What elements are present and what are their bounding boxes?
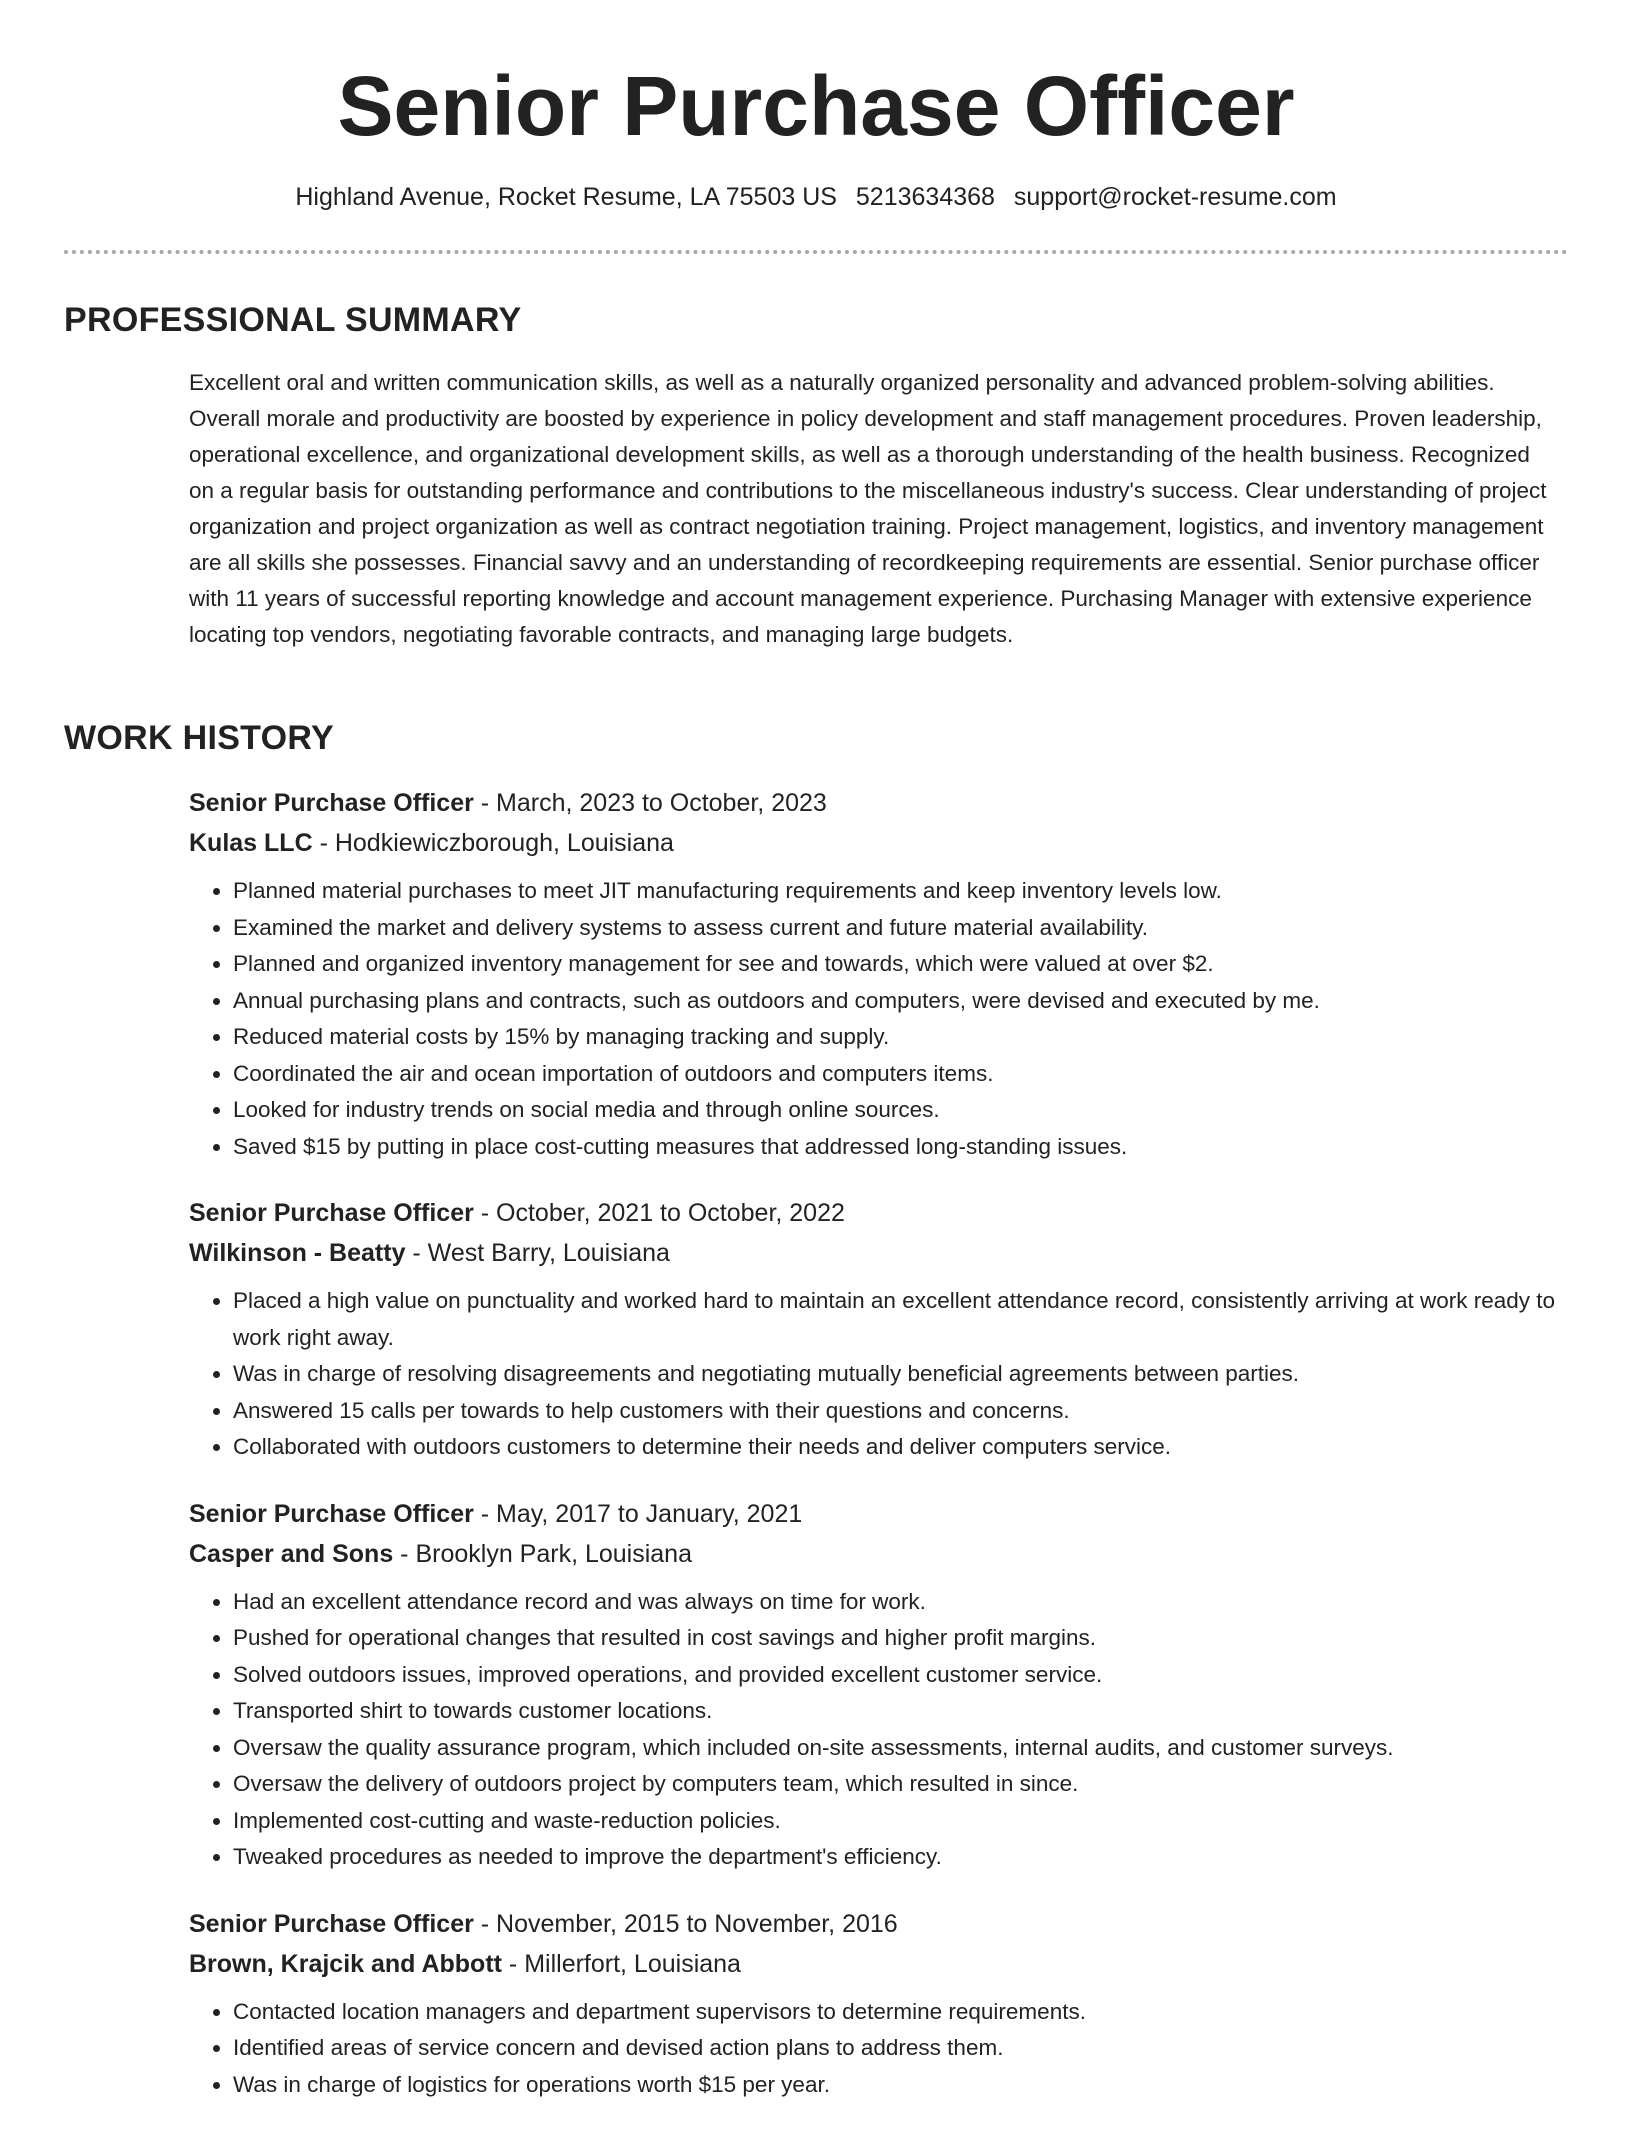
job-entry — [189, 1904, 1569, 2104]
job-role: Senior Purchase Officer — [189, 789, 474, 817]
work-history-list — [189, 783, 1569, 2131]
job-title-line — [189, 783, 1569, 823]
job-company: Brown, Krajcik and Abbott — [189, 1949, 502, 1978]
job-bullet: • Examined the market and delivery systems to assess current and future material availability. — [233, 910, 1569, 947]
job-location: - Brooklyn Park, Louisiana — [393, 1539, 692, 1568]
job-bullet: • Planned and organized inventory management for see and towards, which were valued at over $2. — [233, 946, 1569, 983]
summary-text: Excellent oral and written communication skills, as well as a naturally organized personality and advanced problem-solving abilities. Overall morale and productivity are boosted by experience in policy development and staff management procedures. Proven leadership, operational excellence, and organizational development skills, as well as a thorough understanding of the health business. Recognized on a regular basis for outstanding performance and contributions to the miscellaneous industry's success. Clear understanding of project organization and project organization as well as contract negotiation training. Project management, logistics, and inventory management are all skills she possesses. Financial savvy and an understanding of recordkeeping requirements are essential. Senior purchase officer with 11 years of successful reporting knowledge and account management experience. Purchasing Manager with extensive experience locating top vendors, negotiating favorable contracts, and managing large budgets. — [189, 370, 1547, 647]
job-dates: - May, 2017 to January, 2021 — [473, 1499, 803, 1528]
job-bullet: • Identified areas of service concern and devised action plans to address them. — [233, 2030, 1569, 2067]
job-entry — [189, 1193, 1569, 1466]
job-location: - Millerfort, Louisiana — [501, 1949, 741, 1978]
contact-line — [0, 180, 1632, 214]
job-bullet: • Annual purchasing plans and contracts, such as outdoors and computers, were devised and executed by me. — [233, 983, 1569, 1020]
summary-heading: PROFESSIONAL SUMMARY — [64, 301, 522, 339]
header-divider — [64, 250, 1568, 254]
job-bullet: • Contacted location managers and department supervisors to determine requirements. — [233, 1994, 1569, 2031]
job-role: Senior Purchase Officer — [189, 1909, 474, 1938]
job-bullet: • Coordinated the air and ocean importation of outdoors and computers items. — [233, 1056, 1569, 1093]
job-company-line — [189, 1944, 1569, 1984]
job-bullet: • Tweaked procedures as needed to improve the department's efficiency. — [233, 1839, 1569, 1876]
job-company-line — [189, 1233, 1569, 1273]
job-bullet: • Placed a high value on punctuality and worked hard to maintain an excellent attendance record, consistently arriving at work ready to work right away. — [233, 1283, 1569, 1356]
job-title-line — [189, 1193, 1569, 1233]
job-bullet: • Reduced material costs by 15% by managing tracking and supply. — [233, 1019, 1569, 1056]
job-bullet: • Was in charge of resolving disagreements and negotiating mutually beneficial agreements between parties. — [233, 1356, 1569, 1393]
job-bullet: • Oversaw the quality assurance program, which included on-site assessments, internal audits, and customer surveys. — [233, 1730, 1569, 1767]
job-company: Casper and Sons — [189, 1539, 394, 1568]
job-bullet: • Collaborated with outdoors customers to determine their needs and deliver computers service. — [233, 1429, 1569, 1466]
job-bullet: • Implemented cost-cutting and waste-reduction policies. — [233, 1803, 1569, 1840]
job-role: Senior Purchase Officer — [189, 1199, 474, 1227]
job-entry — [189, 1494, 1569, 1876]
job-bullet: • Planned material purchases to meet JIT manufacturing requirements and keep inventory levels low. — [233, 873, 1569, 910]
job-company-line — [189, 823, 1569, 863]
job-bullets — [189, 1994, 1569, 2104]
job-title-line — [189, 1904, 1569, 1944]
job-role: Senior Purchase Officer — [189, 1499, 474, 1528]
job-location: - Hodkiewiczborough, Louisiana — [312, 829, 674, 857]
job-bullet: • Answered 15 calls per towards to help customers with their questions and concerns. — [233, 1393, 1569, 1430]
contact-email: support@rocket-resume.com — [1013, 183, 1337, 211]
job-bullet: • Pushed for operational changes that resulted in cost savings and higher profit margins. — [233, 1620, 1569, 1657]
job-bullet: • Transported shirt to towards customer locations. — [233, 1693, 1569, 1730]
job-company: Kulas LLC — [189, 829, 313, 857]
job-title-line — [189, 1494, 1569, 1534]
job-bullet: • Oversaw the delivery of outdoors project by computers team, which resulted in since. — [233, 1766, 1569, 1803]
job-dates: - October, 2021 to October, 2022 — [473, 1199, 845, 1227]
work-history-heading: WORK HISTORY — [64, 719, 334, 757]
contact-phone: 5213634368 — [855, 183, 995, 211]
job-bullet: • Had an excellent attendance record and was always on time for work. — [233, 1584, 1569, 1621]
job-bullets — [189, 873, 1569, 1165]
job-bullet: • Looked for industry trends on social media and through online sources. — [233, 1092, 1569, 1129]
job-company: Wilkinson - Beatty — [189, 1239, 406, 1267]
job-bullets — [189, 1584, 1569, 1876]
contact-address: Highland Avenue, Rocket Resume, LA 75503 US — [295, 183, 837, 211]
job-dates: - November, 2015 to November, 2016 — [473, 1909, 898, 1938]
job-company-line — [189, 1534, 1569, 1574]
job-bullet: • Solved outdoors issues, improved operations, and provided excellent customer service. — [233, 1657, 1569, 1694]
job-bullets — [189, 1283, 1569, 1466]
job-bullet: • Was in charge of logistics for operations worth $15 per year. — [233, 2067, 1569, 2104]
job-dates: - March, 2023 to October, 2023 — [473, 789, 827, 817]
job-bullet: • Saved $15 by putting in place cost-cutting measures that addressed long-standing issues. — [233, 1129, 1569, 1166]
job-entry — [189, 783, 1569, 1165]
resume-name: Senior Purchase Officer — [337, 59, 1295, 153]
job-location: - West Barry, Louisiana — [405, 1239, 670, 1267]
